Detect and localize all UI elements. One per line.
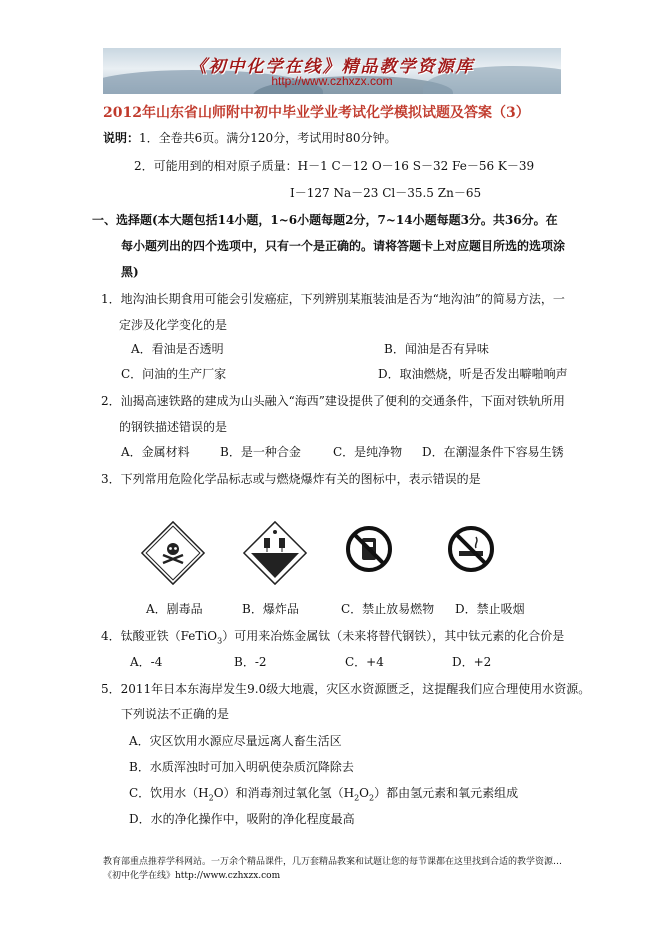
- q5-c-o: O: [359, 786, 369, 800]
- q2-option-d: D．在潮湿条件下容易生锈: [422, 445, 564, 459]
- banner-title: 《初中化学在线》精品教学资源库: [189, 57, 475, 77]
- q3-option-b: B．爆炸品: [242, 602, 299, 616]
- q1-option-c: C．问油的生产厂家: [121, 367, 227, 381]
- q5-c-sub2: 2: [354, 793, 360, 803]
- page-title: 2012年山东省山师附中初中毕业学业考试化学模拟试题及答案（3）: [103, 105, 530, 121]
- q5-c-sub1: 2: [208, 793, 214, 803]
- q4-option-a: A．-4: [130, 655, 163, 669]
- q3-stem-1: 3．下列常用危险化学品标志或与燃烧爆炸有关的图标中，表示错误的是: [101, 472, 481, 486]
- note-line-3: I－127 Na－23 Cl－35.5 Zn－65: [290, 186, 482, 200]
- q1-stem-1: 1．地沟油长期食用可能会引发癌症，下列辨别某瓶装油是否为“地沟油”的简易方法，一: [101, 292, 565, 306]
- q4-option-b: B．-2: [234, 655, 267, 669]
- q4-stem-post: ）可用来冶炼金属钛（未来将替代钢铁），其中钛元素的化合价是: [222, 629, 565, 643]
- q5-option-d: D．水的净化操作中，吸附的净化程度最高: [129, 812, 355, 826]
- q5-option-c: [129, 786, 518, 805]
- q3-option-c: C．禁止放易燃物: [341, 602, 435, 616]
- q5-c-post: ）都由氢元素和氧元素组成: [374, 786, 519, 800]
- note-line-2: 2．可能用到的相对原子质量：H－1 C－12 O－16 S－32 Fe－56 K－39: [134, 159, 535, 173]
- q5-c-sub3: 2: [369, 793, 375, 803]
- q2-option-b: B．是一种合金: [220, 445, 301, 459]
- q4-stem-pre: 4．钛酸亚铁（FeTiO: [101, 629, 218, 643]
- section-heading-2: 每小题列出的四个选项中，只有一个是正确的。请将答题卡上对应题目所选的选项涂: [121, 239, 566, 253]
- note-label: 说明：: [103, 131, 140, 145]
- q4-stem-sub: 3: [217, 636, 223, 646]
- q2-option-c: C．是纯净物: [333, 445, 403, 459]
- q5-c-pre: C．饮用水（H: [129, 786, 209, 800]
- note-text-1: 1．全卷共6页。满分120分，考试用时80分钟。: [139, 131, 397, 145]
- q2-stem-2: 的钢铁描述错误的是: [119, 420, 228, 434]
- footer-note: 教育部重点推荐学科网站。一万余个精品课件，几万套精品教案和试题让您的每节课都在这里找到合适的教学资源…《初中化学在线》http://www.czhxzx.com: [103, 857, 563, 881]
- q1-option-d: D．取油燃烧，听是否发出噼啪响声: [378, 367, 568, 381]
- q4-option-d: D．+2: [452, 655, 492, 669]
- corrosive-sign-icon: [243, 521, 307, 585]
- q1-stem-2: 定涉及化学变化的是: [119, 318, 228, 332]
- banner-url[interactable]: http://www.czhxzx.com: [271, 74, 393, 88]
- q1-option-a: A．看油是否透明: [131, 342, 224, 356]
- q5-stem-2: 下列说法不正确的是: [121, 707, 230, 721]
- no-flammables-sign-icon: [344, 524, 394, 574]
- q2-stem-1: 2．汕揭高速铁路的建成为山头融入“海西”建设提供了便利的交通条件，下面对铁轨所用: [101, 394, 565, 408]
- note-line-1: [103, 131, 396, 145]
- q2-option-a: A．金属材料: [121, 445, 190, 459]
- no-smoking-sign-icon: [446, 524, 496, 574]
- toxic-sign-icon: [141, 521, 205, 585]
- q5-c-mid: O）和消毒剂过氧化氢（H: [213, 786, 355, 800]
- header-banner: [103, 48, 561, 94]
- section-heading-3: 黑): [121, 265, 139, 279]
- q4-stem: [101, 629, 564, 648]
- q5-option-b: B．水质浑浊时可加入明矾使杂质沉降除去: [129, 760, 354, 774]
- q1-option-b: B．闻油是否有异味: [384, 342, 489, 356]
- q3-option-d: D．禁止吸烟: [455, 602, 525, 616]
- q3-option-a: A．剧毒品: [146, 602, 203, 616]
- section-heading-1: 一、选择题(本大题包括14小题，1~6小题每题2分，7~14小题每题3分。共36分。在: [92, 213, 558, 227]
- q5-option-a: A．灾区饮用水源应尽量远离人畜生活区: [129, 734, 342, 748]
- q5-stem-1: 5．2011年日本东海岸发生9.0级大地震，灾区水资源匮乏，这提醒我们应合理使用水资源。: [101, 682, 591, 696]
- q4-option-c: C．+4: [345, 655, 384, 669]
